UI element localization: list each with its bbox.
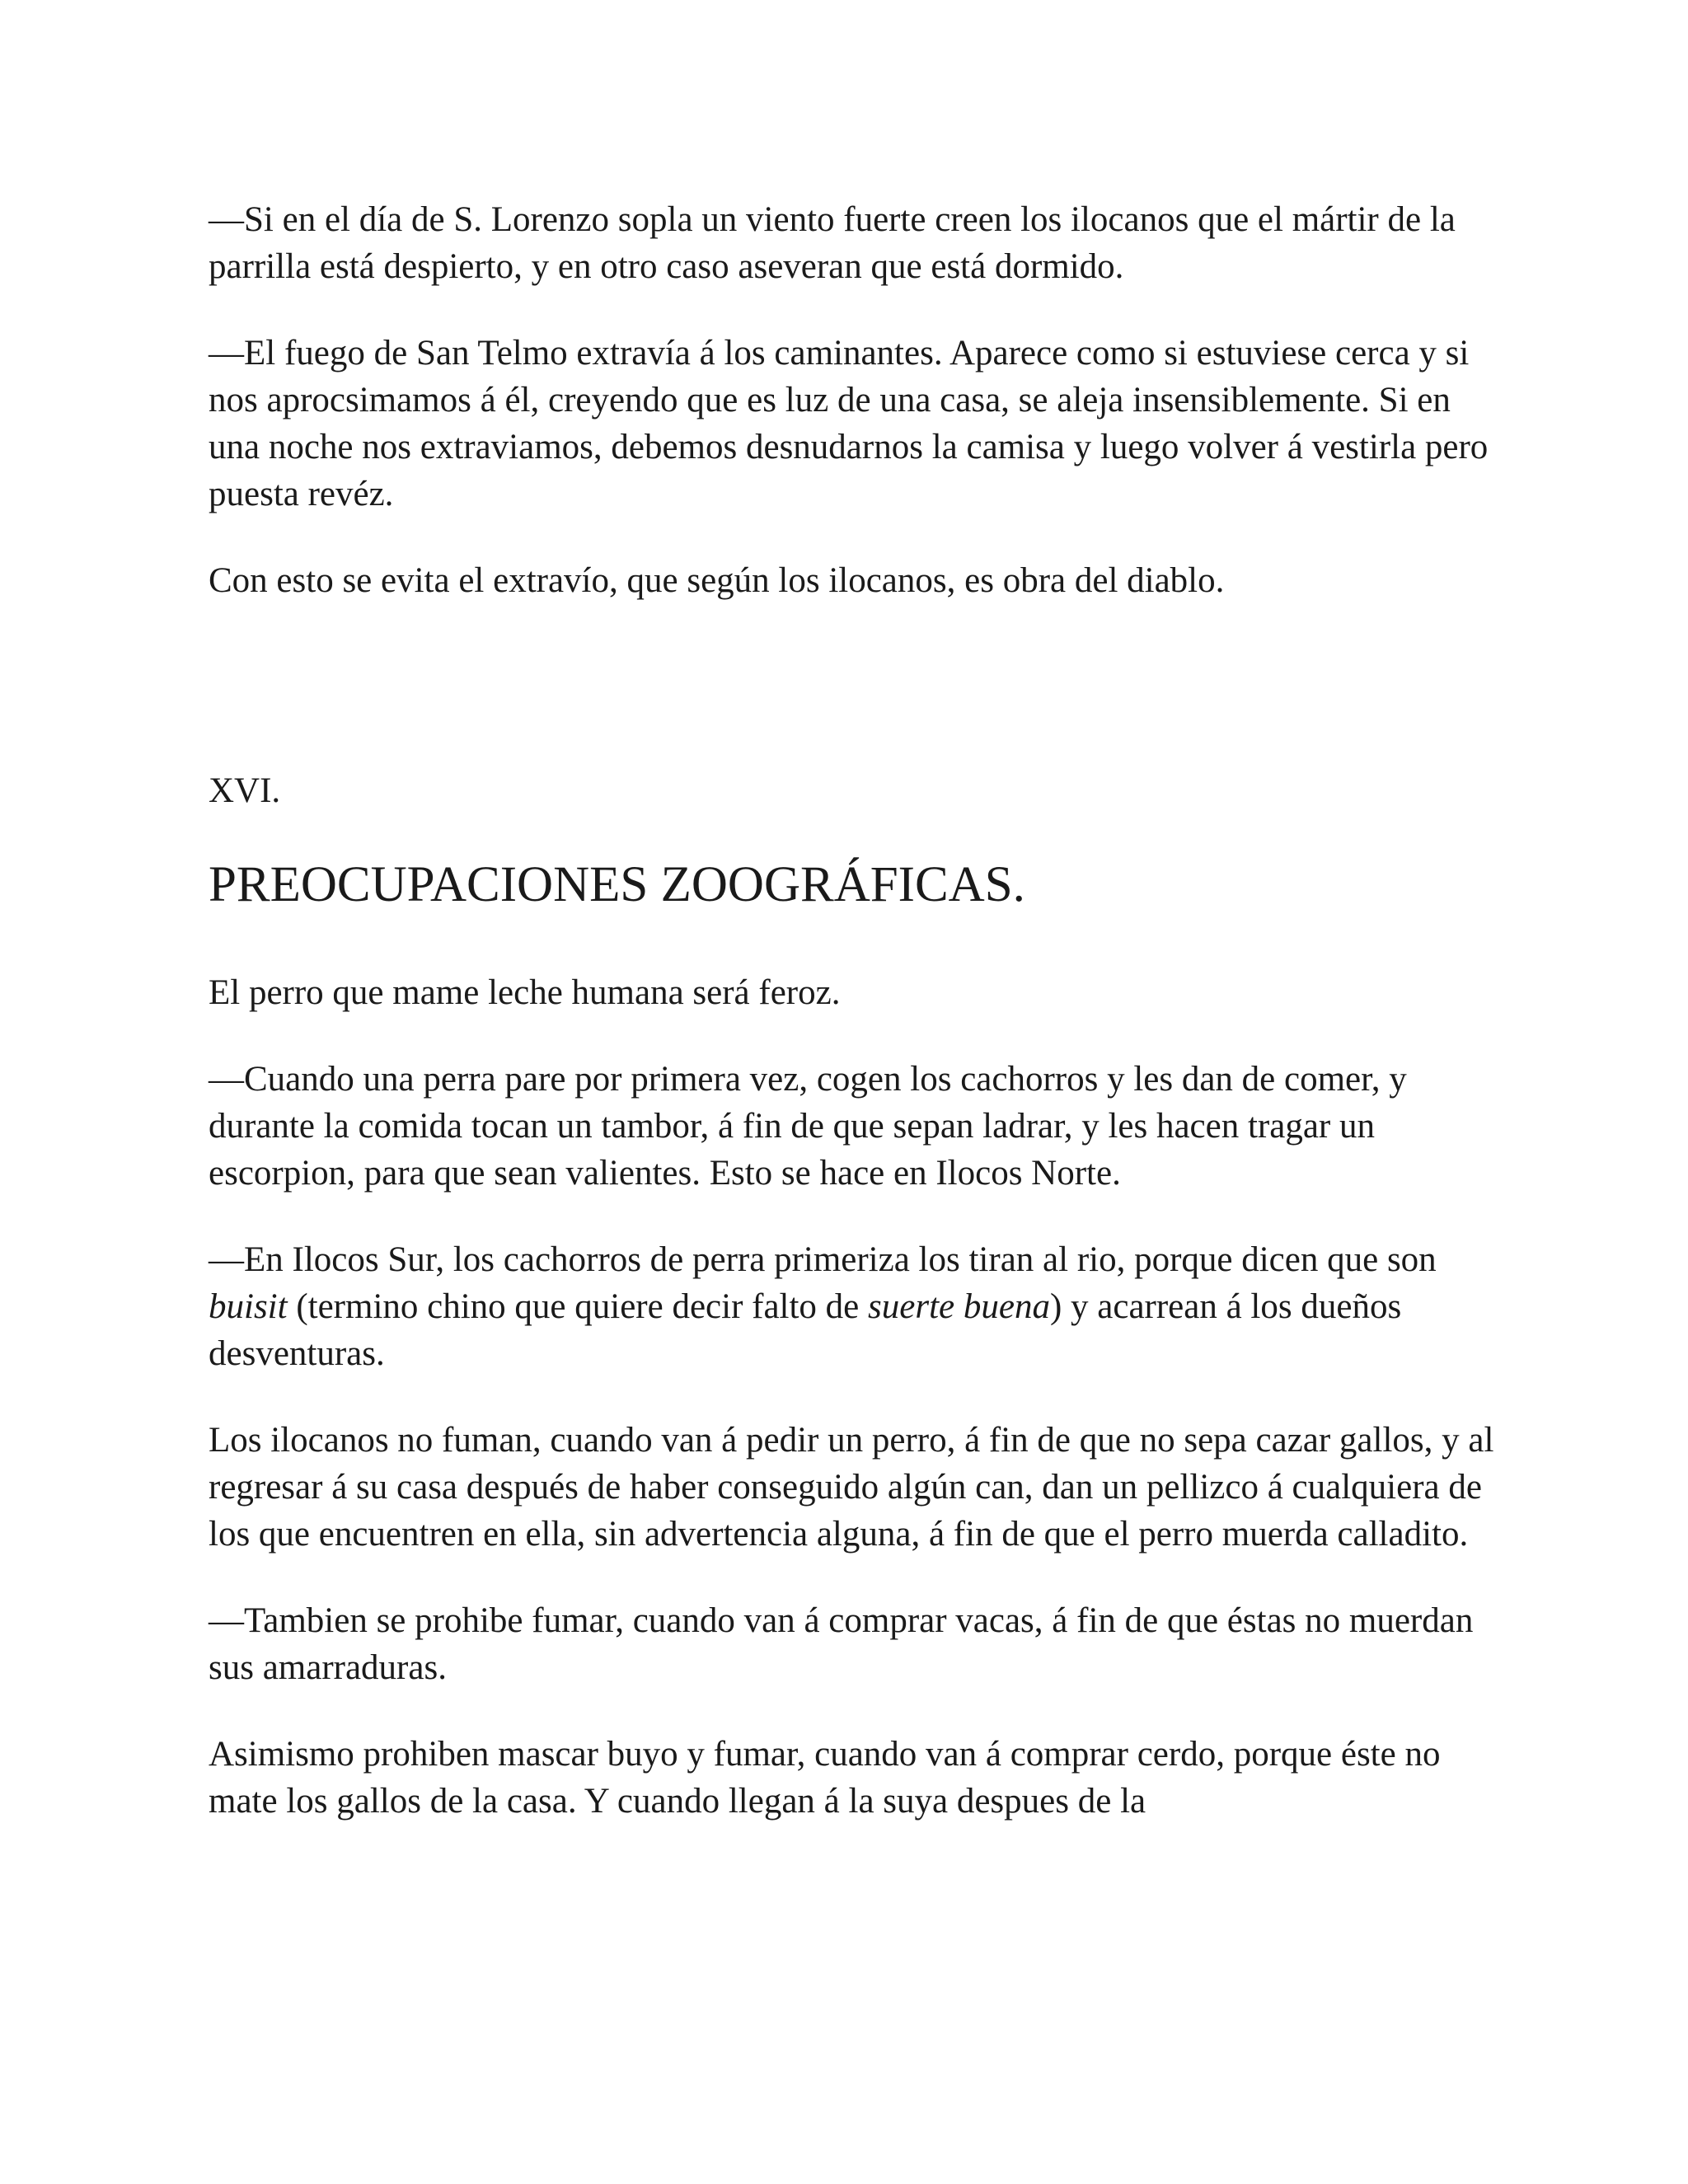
paragraph-no-fuman: Los ilocanos no fuman, cuando van á pedir un perro, á fin de que no sepa cazar gallos, y al regresar á su casa después de haber conseguido algún can, dan un pellizco á cualquiera de los que encuentren en ella, sin advertencia alguna, á fin de que el perro muerda calladito.	[209, 1421, 1494, 1554]
paragraph-ilocos-sur-part3: ) y acarrean á los dueños desventuras.	[209, 1287, 1402, 1373]
document-page	[209, 196, 1494, 1864]
section-title: PREOCUPACIONES ZOOGRÁFICAS.	[209, 857, 1025, 912]
paragraph-san-lorenzo: —Si en el día de S. Lorenzo sopla un viento fuerte creen los ilocanos que el mártir de la parrilla está despierto, y en otro caso aseveran que está dormido.	[209, 200, 1456, 286]
italic-term-suerte-buena: suerte buena	[868, 1287, 1050, 1326]
paragraph-cachorros-tambor: —Cuando una perra pare por primera vez, cogen los cachorros y les dan de comer, y durante la comida tocan un tambor, á fin de que sepan ladrar, y les hacen tragar un escorpion, para que sean valientes. Esto se hace en Ilocos Norte.	[209, 1060, 1407, 1193]
paragraph-cerdo: Asimismo prohiben mascar buyo y fumar, cuando van á comprar cerdo, porque éste no mate los gallos de la casa. Y cuando llegan á la suya despues de la	[209, 1735, 1441, 1821]
italic-term-buisit: buisit	[209, 1287, 288, 1326]
paragraph-ilocos-sur-part1: —En Ilocos Sur, los cachorros de perra primeriza los tiran al rio, porque dicen que son	[209, 1240, 1437, 1279]
paragraph-san-telmo: —El fuego de San Telmo extravía á los caminantes. Aparece como si estuviese cerca y si nos aprocsimamos á él, creyendo que es luz de una casa, se aleja insensiblemente. Si en una noche nos extraviamos, debemos desnudarnos la camisa y luego volver á vestirla pero puesta revéz.	[209, 334, 1489, 513]
paragraph-extravio: Con esto se evita el extravío, que según los ilocanos, es obra del diablo.	[209, 561, 1225, 600]
paragraph-vacas: —Tambien se prohibe fumar, cuando van á comprar vacas, á fin de que éstas no muerdan sus amarraduras.	[209, 1601, 1474, 1687]
paragraph-perro-feroz: El perro que mame leche humana será feroz.	[209, 973, 841, 1012]
section-number: XVI.	[209, 771, 281, 810]
paragraph-ilocos-sur-part2: (termino chino que quiere decir falto de	[287, 1287, 869, 1326]
paragraph-ilocos-sur	[209, 1236, 1494, 1377]
